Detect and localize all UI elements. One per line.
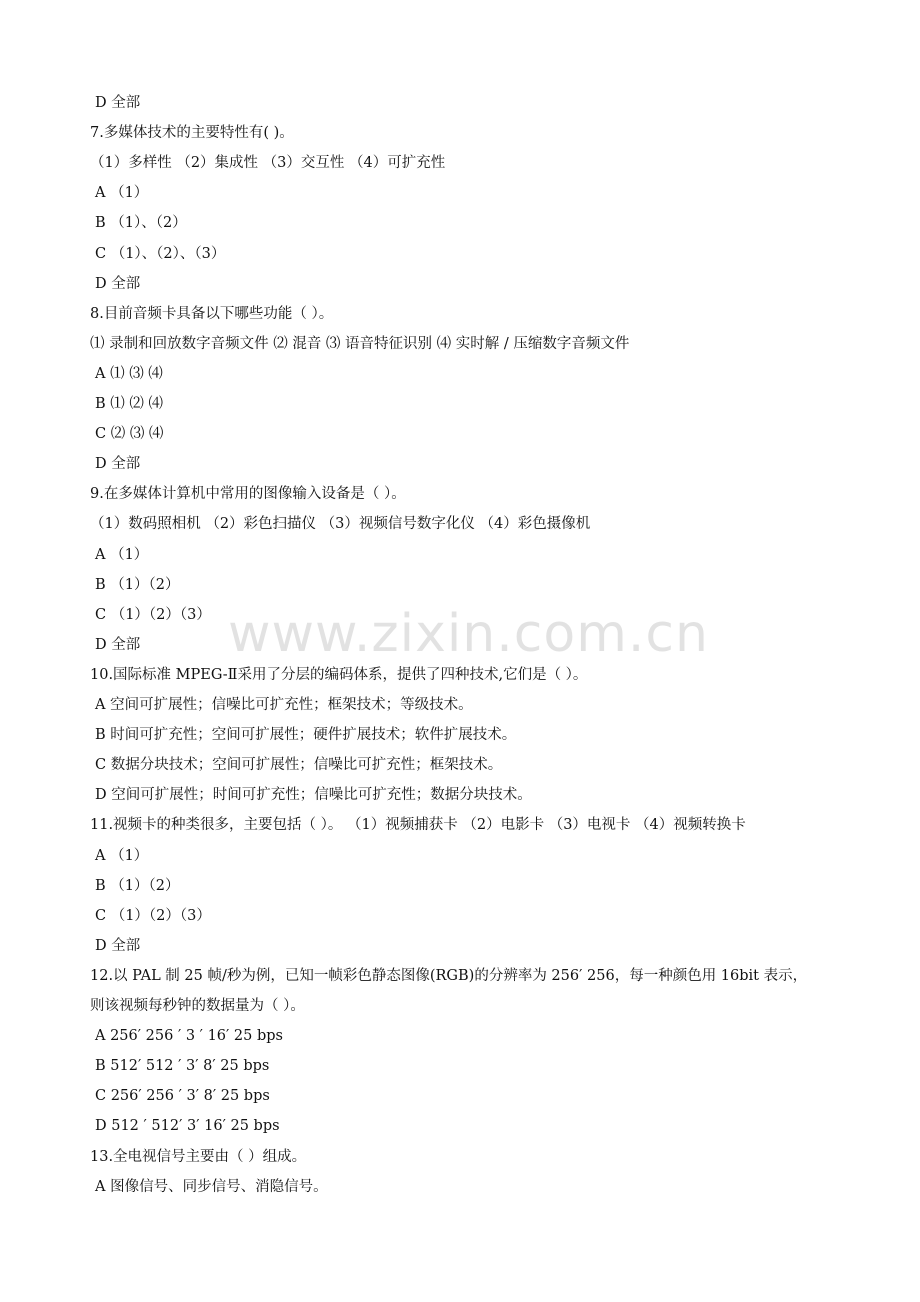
question-detail: ⑴ 录制和回放数字音频文件 ⑵ 混音 ⑶ 语音特征识别 ⑷ 实时解 / 压缩数字音频文件 — [90, 335, 630, 352]
answer-option: C （1）、（2）、（3） — [95, 245, 226, 262]
answer-option: B 512′ 512 ′ 3′ 8′ 25 bps — [95, 1058, 270, 1075]
question-text: 11.视频卡的种类很多，主要包括（ ）。 （1）视频捕获卡 （2）电影卡 （3）电视卡 （4）视频转换卡 — [90, 817, 746, 834]
answer-option: A ⑴ ⑶ ⑷ — [95, 365, 163, 382]
answer-option: D 全部 — [95, 937, 141, 954]
answer-option: B （1）、（2） — [95, 215, 187, 232]
answer-option: D 全部 — [95, 456, 141, 473]
answer-option: A 图像信号、同步信号、消隐信号。 — [95, 1178, 328, 1195]
answer-option: D 全部 — [95, 95, 141, 111]
watermark: www.zixin.com.cn — [228, 604, 709, 664]
question-detail: （1）多样性 （2）集成性 （3）交互性 （4）可扩充性 — [90, 155, 446, 172]
answer-option: D 空间可扩展性；时间可扩充性；信噪比可扩充性；数据分块技术。 — [95, 787, 532, 804]
question-text: 9.在多媒体计算机中常用的图像输入设备是（ ）。 — [90, 486, 406, 503]
answer-option: D 全部 — [95, 275, 141, 292]
answer-option: D 全部 — [95, 636, 141, 653]
answer-option: C 256′ 256 ′ 3′ 8′ 25 bps — [95, 1088, 270, 1105]
answer-option: A （1） — [95, 546, 149, 563]
question-text: 7.多媒体技术的主要特性有( )。 — [90, 125, 294, 142]
question-text: 12.以 PAL 制 25 帧/秒为例，已知一帧彩色静态图像(RGB)的分辨率为 256′ 256，每一种颜色用 16bit 表示， — [90, 967, 808, 984]
question-text: 8.目前音频卡具备以下哪些功能（ ）。 — [90, 305, 334, 322]
question-detail: （1）数码照相机 （2）彩色扫描仪 （3）视频信号数字化仪 （4）彩色摄像机 — [90, 516, 591, 533]
answer-option: A （1） — [95, 847, 149, 864]
question-text: 则该视频每秒钟的数据量为（ ）。 — [90, 998, 305, 1014]
answer-option: C 数据分块技术；空间可扩展性；信噪比可扩充性；框架技术。 — [95, 757, 503, 774]
question-text: 13.全电视信号主要由（ ）组成。 — [90, 1148, 307, 1165]
answer-option: C （1）（2）（3） — [95, 907, 211, 924]
question-text: 10.国际标准 MPEG-Ⅱ采用了分层的编码体系，提供了四种技术,它们是（ ）。 — [90, 666, 588, 683]
answer-option: B 时间可扩充性；空间可扩展性；硬件扩展技术；软件扩展技术。 — [95, 727, 517, 744]
answer-option: B ⑴ ⑵ ⑷ — [95, 396, 163, 412]
answer-option: A 256′ 256 ′ 3 ′ 16′ 25 bps — [95, 1028, 283, 1045]
answer-option: B （1）（2） — [95, 576, 180, 593]
answer-option: C （1）（2）（3） — [95, 606, 211, 623]
answer-option: C ⑵ ⑶ ⑷ — [95, 426, 164, 443]
answer-option: D 512 ′ 512′ 3′ 16′ 25 bps — [95, 1118, 280, 1135]
answer-option: A （1） — [95, 185, 149, 202]
answer-option: A 空间可扩展性；信噪比可扩充性；框架技术；等级技术。 — [95, 697, 473, 713]
answer-option: B （1）（2） — [95, 877, 180, 894]
